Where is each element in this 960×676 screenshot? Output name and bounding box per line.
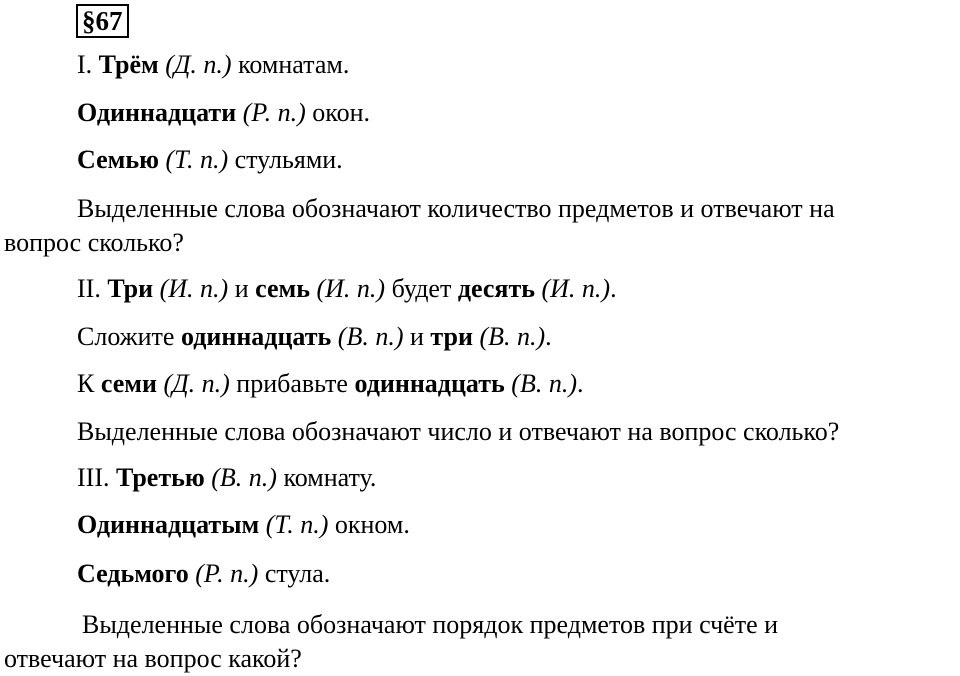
case-label: (И. п.)	[159, 274, 229, 303]
highlight-word: Семью	[77, 145, 159, 174]
part1-line2	[77, 96, 370, 130]
case-label: (И. п.)	[541, 274, 611, 303]
case-label: (В. п.)	[511, 369, 577, 398]
highlight-word: Одиннадцатым	[77, 510, 260, 539]
part1-summary-line2: вопрос сколько?	[4, 228, 184, 257]
verb: Сложите	[77, 322, 175, 351]
highlight-word: одиннадцать	[180, 322, 332, 351]
highlight-word: семи	[100, 369, 157, 398]
highlight-word: Трём	[98, 50, 159, 79]
case-label: (Р. п.)	[242, 98, 306, 127]
part1-numeral: I.	[77, 50, 93, 79]
conjunction: и	[409, 322, 424, 351]
highlight-word: одиннадцать	[354, 369, 505, 398]
verb: будет	[391, 274, 452, 303]
noun: комнату.	[283, 463, 377, 492]
part2-line3	[77, 367, 583, 401]
case-label: (Д. п.)	[165, 50, 232, 79]
period: .	[610, 274, 617, 303]
case-label: (И. п.)	[316, 274, 386, 303]
part2-line1	[77, 272, 617, 306]
case-label: (Т. п.)	[165, 145, 229, 174]
case-label: (Р. п.)	[195, 559, 259, 588]
highlight-word: Три	[107, 274, 154, 303]
part2-line2	[77, 320, 552, 354]
noun: комнатам.	[238, 50, 350, 79]
part3-summary-line1: Выделенные слова обозначают порядок предметов при счёте и	[82, 610, 779, 639]
section-number: §67	[76, 4, 129, 38]
case-label: (В. п.)	[479, 322, 546, 351]
part1-line1	[77, 48, 349, 82]
case-label: (В. п.)	[337, 322, 404, 351]
highlight-word: Седьмого	[77, 559, 189, 588]
verb: прибавьте	[236, 369, 348, 398]
noun: окон.	[312, 98, 371, 127]
noun: стула.	[264, 559, 331, 588]
part1-line3	[77, 143, 343, 177]
part3-line3	[77, 557, 330, 591]
period: .	[545, 322, 552, 351]
highlight-word: семь	[255, 274, 310, 303]
highlight-word: три	[430, 322, 473, 351]
part3-line2	[77, 508, 410, 542]
highlight-word: Третью	[115, 463, 205, 492]
preposition: К	[77, 369, 95, 398]
conjunction: и	[234, 274, 249, 303]
part1-summary-line1: Выделенные слова обозначают количество предметов и отвечают на	[77, 194, 835, 223]
highlight-word: Одиннадцати	[77, 98, 237, 127]
part3-numeral: III.	[77, 463, 110, 492]
highlight-word: десять	[457, 274, 535, 303]
case-label: (В. п.)	[211, 463, 277, 492]
case-label: (Д. п.)	[163, 369, 230, 398]
period: .	[576, 369, 584, 398]
part3-summary-line2: отвечают на вопрос какой?	[4, 644, 302, 673]
part3-line1	[77, 461, 376, 495]
part2-summary: Выделенные слова обозначают число и отвечают на вопрос сколько?	[77, 417, 840, 446]
noun: стульями.	[234, 145, 343, 174]
case-label: (Т. п.)	[265, 510, 329, 539]
part2-numeral: II.	[77, 274, 101, 303]
noun: окном.	[334, 510, 410, 539]
